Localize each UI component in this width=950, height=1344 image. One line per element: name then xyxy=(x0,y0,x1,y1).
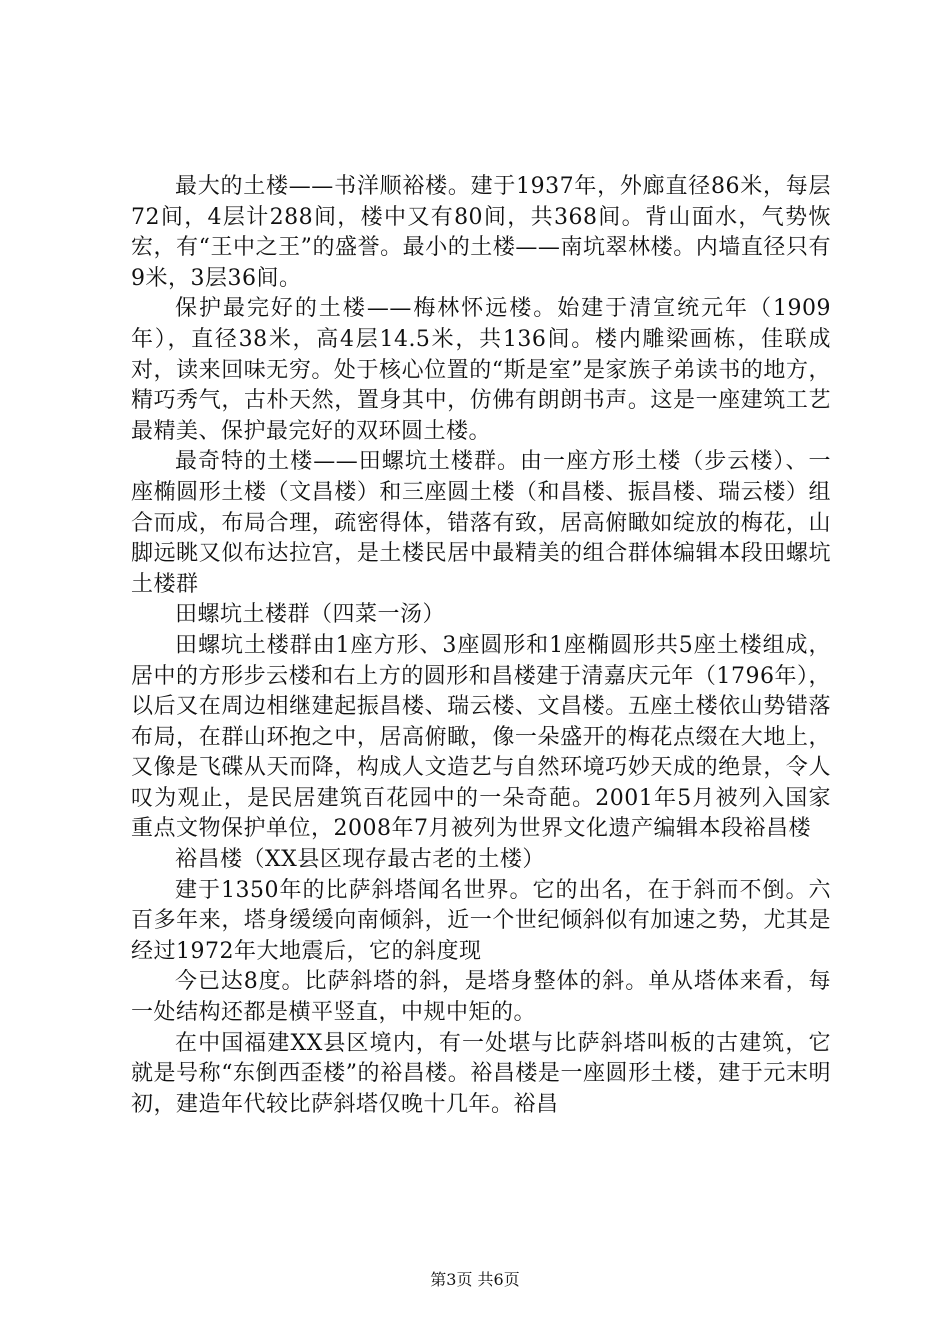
paragraph-largest-tulou: 最大的土楼——书洋顺裕楼。建于1937年，外廊直径86米，每层72间，4层计288间，楼中又有80间，共368间。背山面水，气势恢宏，有“王中之王”的盛誉。最小的土楼——南坑翠林楼。内墙直径只有9米，3层36间。 xyxy=(131,174,831,291)
section-heading-tianluokeng: 田螺坑土楼群（四菜一汤） xyxy=(175,602,446,628)
paragraph-pisa-tower: 建于1350年的比萨斜塔闻名世界。它的出名，在于斜而不倒。六百多年来，塔身缓缓向南倾斜，近一个世纪倾斜似有加速之势，尤其是经过1972年大地震后，它的斜度现 xyxy=(131,877,831,964)
document-body xyxy=(131,172,831,1120)
page-footer xyxy=(0,1270,950,1290)
section-heading-yuchang: 裕昌楼（XX县区现存最古老的土楼） xyxy=(175,847,545,873)
page-number: 第3页 共6页 xyxy=(430,1270,520,1289)
paragraph-yuchang-lou: 在中国福建XX县区境内，有一处堪与比萨斜塔叫板的古建筑，它就是号称“东倒西歪楼”的裕昌楼。裕昌楼是一座圆形土楼，建于元末明初，建造年代较比萨斜塔仅晚十几年。裕昌 xyxy=(131,1030,831,1117)
paragraph-best-preserved-tulou: 保护最完好的土楼——梅林怀远楼。始建于清宣统元年（1909年），直径38米，高4层14.5米，共136间。楼内雕梁画栋，佳联成对，读来回味无穷。处于核心位置的“斯是室”是家族子弟读书的地方，精巧秀气，古朴天然，置身其中，仿佛有朗朗书声。这是一座建筑工艺最精美、保护最完好的双环圆土楼。 xyxy=(131,296,831,444)
paragraph-pisa-tilt: 今已达8度。比萨斜塔的斜，是塔身整体的斜。单从塔体来看，每一处结构还都是横平竖直，中规中矩的。 xyxy=(131,969,831,1026)
paragraph-most-unique-tulou: 最奇特的土楼——田螺坑土楼群。由一座方形土楼（步云楼）、一座椭圆形土楼（文昌楼）和三座圆土楼（和昌楼、振昌楼、瑞云楼）组合而成，布局合理，疏密得体，错落有致，居高俯瞰如绽放的梅花，山脚远眺又似布达拉宫，是土楼民居中最精美的组合群体编辑本段田螺坑土楼群 xyxy=(131,449,831,597)
paragraph-tianluokeng-cluster: 田螺坑土楼群由1座方形、3座圆形和1座椭圆形共5座土楼组成，居中的方形步云楼和右上方的圆形和昌楼建于清嘉庆元年（1796年），以后又在周边相继建起振昌楼、瑞云楼、文昌楼。五座土楼依山势错落布局，在群山环抱之中，居高俯瞰，像一朵盛开的梅花点缀在大地上，又像是飞碟从天而降，构成人文造艺与自然环境巧妙天成的绝景，令人叹为观止，是民居建筑百花园中的一朵奇葩。2001年5月被列入国家重点文物保护单位，2008年7月被列为世界文化遗产编辑本段裕昌楼 xyxy=(131,632,831,842)
